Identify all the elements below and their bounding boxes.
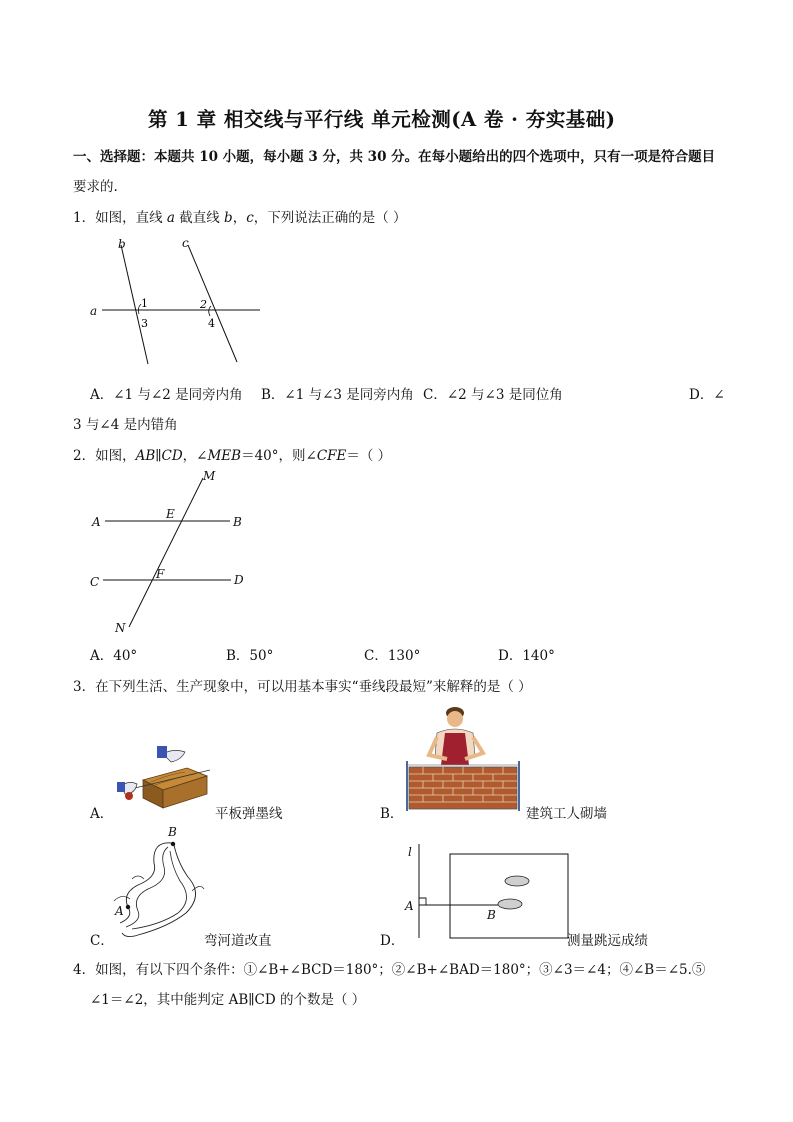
q2-option-a[interactable]: A．40°: [90, 648, 138, 664]
stem-text: 截直线: [174, 210, 225, 226]
label-B: B: [487, 908, 496, 922]
label-D: D: [234, 573, 244, 587]
section-heading-line2: 要求的.: [73, 179, 118, 195]
q1-option-d[interactable]: D．∠: [689, 387, 725, 403]
var-c: c: [246, 210, 254, 226]
q2-option-b[interactable]: B．50°: [226, 648, 274, 664]
q3-option-b-image: [403, 703, 523, 815]
label-angle-1: 1: [141, 297, 148, 310]
stem-text: ，: [232, 210, 247, 226]
stem-text: 如图，直线: [95, 210, 167, 226]
label-c: c: [182, 236, 189, 250]
label-A: A: [115, 904, 124, 918]
q3-option-c-letter[interactable]: C．: [90, 933, 114, 949]
question-number: 1．: [73, 210, 96, 226]
q1-option-b[interactable]: B．∠1 与∠3 是同旁内角: [261, 387, 414, 403]
var-a: a: [166, 210, 175, 226]
question-number: 4．: [73, 962, 96, 978]
line-mn: [129, 478, 203, 627]
question-2-stem: [73, 444, 391, 464]
q1-option-d-cont: 3 与∠4 是内错角: [73, 417, 178, 433]
q3-option-c-image: [108, 823, 208, 943]
angle-name: MEB: [207, 448, 242, 464]
question-4-stem-cont: ∠1＝∠2，其中能判定 AB∥CD 的个数是（ ）: [90, 992, 366, 1008]
sand-pit: [450, 854, 568, 938]
river-stream-1: [126, 847, 168, 927]
label-a: a: [90, 304, 98, 318]
label-N: N: [115, 621, 126, 635]
footprint-1: [505, 876, 529, 886]
right-angle-mark: [419, 898, 426, 905]
label-B: B: [233, 515, 242, 529]
q3-option-b-text: 建筑工人砌墙: [526, 806, 607, 822]
label-angle-4: 4: [208, 317, 215, 330]
q3-option-a-image: [115, 742, 215, 812]
q2-option-d[interactable]: D．140°: [498, 648, 555, 664]
q3-option-d-letter[interactable]: D．: [380, 933, 405, 949]
stem-text: ，下列说法正确的是（ ）: [253, 210, 407, 226]
river-bank-left: [120, 843, 172, 923]
q1-figure: [80, 232, 280, 372]
angle-name: CFE: [316, 448, 347, 464]
label-A: A: [405, 899, 414, 913]
stem-text: ，∠: [182, 448, 208, 464]
stem-text: 在下列生活、生产现象中，可以用基本事实“垂线段最短”来解释的是（ ）: [95, 679, 532, 695]
stem-text: ＝（ ）: [346, 448, 392, 464]
label-C: C: [90, 575, 100, 589]
label-b: b: [118, 237, 126, 251]
line-c: [188, 245, 237, 362]
worker-head: [447, 711, 463, 727]
q1-option-c[interactable]: C．∠2 与∠3 是同位角: [423, 387, 563, 403]
question-4-stem: [73, 958, 705, 978]
angle-arc-2: [209, 306, 211, 316]
stem-text: 如图，有以下四个条件：①∠B+∠BCD＝180°；②∠B+∠BAD＝180°；③∠3＝∠4；④∠B＝∠5.⑤: [95, 962, 706, 978]
question-number: 2．: [73, 448, 96, 464]
parallel-relation: AB∥CD: [135, 448, 183, 464]
q3-option-a-letter[interactable]: A．: [90, 806, 114, 822]
q1-option-a[interactable]: A．∠1 与∠2 是同旁内角: [90, 387, 243, 403]
question-1-stem: [73, 206, 407, 226]
river-stream-2: [132, 851, 187, 929]
sleeve-right: [157, 746, 167, 758]
label-A: A: [92, 515, 101, 529]
q3-option-d-image: [400, 838, 572, 940]
label-angle-2: 2: [200, 298, 207, 311]
label-F: F: [156, 567, 165, 581]
label-angle-3: 3: [141, 317, 148, 330]
label-M: M: [203, 469, 216, 483]
var-b: b: [224, 210, 233, 226]
question-3-stem: [73, 675, 532, 695]
q3-option-a-text: 平板弹墨线: [215, 806, 283, 822]
stem-text: 如图，: [95, 448, 136, 464]
point-A: [126, 905, 130, 909]
sleeve-left: [117, 782, 125, 792]
question-number: 3．: [73, 679, 96, 695]
label-l: l: [408, 845, 412, 859]
q3-option-c-text: 弯河道改直: [204, 933, 272, 949]
q3-option-b-letter[interactable]: B．: [380, 806, 404, 822]
footprint-2: [498, 899, 522, 909]
label-E: E: [166, 507, 175, 521]
stem-text: ＝40°，则∠: [241, 448, 317, 464]
page-title: 第 1 章 相交线与平行线 单元检测(A 卷 · 夯实基础): [148, 108, 616, 131]
section-heading-line1: 一、选择题：本题共 10 小题，每小题 3 分，共 30 分。在每小题给出的四个选项中，只有一项是符合题目: [73, 149, 716, 165]
q3-option-d-text: 测量跳远成绩: [567, 933, 648, 949]
point-B: [171, 842, 175, 846]
q2-figure: [85, 465, 260, 635]
label-B: B: [168, 825, 177, 839]
q2-option-c[interactable]: C．130°: [364, 648, 421, 664]
ink-pot-icon: [125, 792, 133, 800]
